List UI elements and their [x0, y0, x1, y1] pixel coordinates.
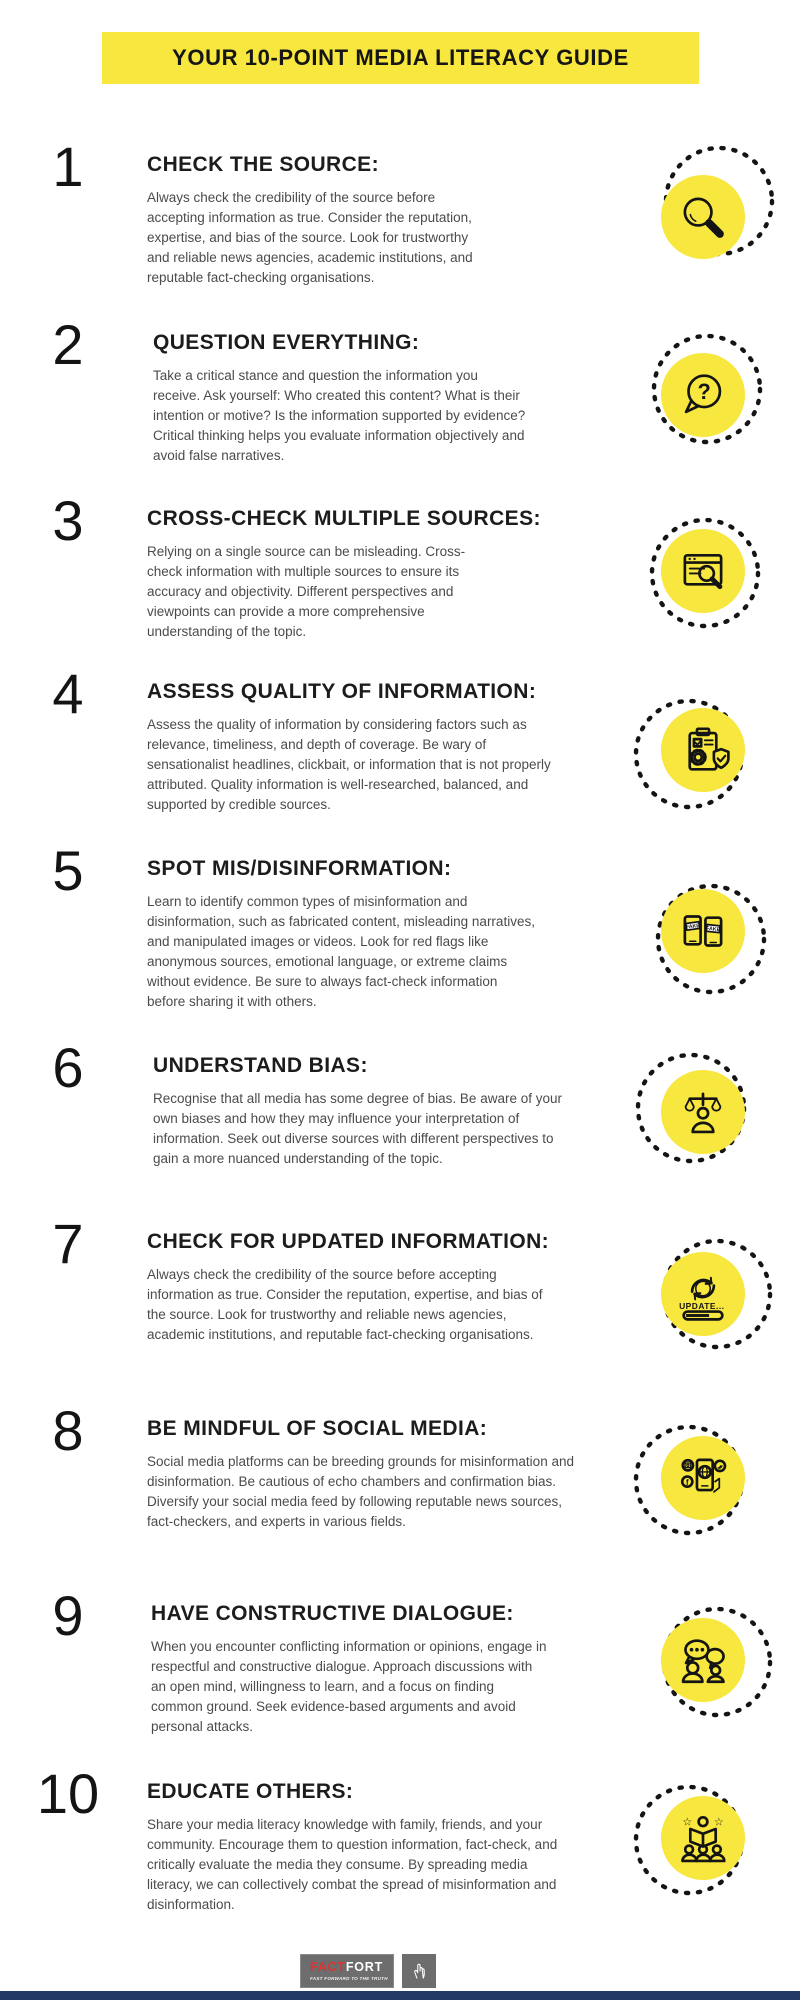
yellow-circle — [661, 708, 745, 792]
svg-text:UPDATE...: UPDATE... — [679, 1301, 725, 1312]
section-title: CHECK FOR UPDATED INFORMATION: — [147, 1230, 550, 1253]
yellow-circle — [661, 1436, 745, 1520]
svg-text:?: ? — [697, 379, 711, 405]
section-text — [151, 1602, 547, 1737]
section-text — [147, 1780, 575, 1915]
update-refresh-icon — [674, 1265, 732, 1323]
clipboard-check-icon — [674, 721, 732, 779]
section-body: Take a critical stance and question the information you receive. Ask yourself: Who created this content? What is their intention or motive? Is the information supported by evidence? Critical thinking helps you evaluate information objectively and avoid false narratives. — [153, 368, 526, 463]
section-number: 7 — [52, 1212, 84, 1275]
svg-text:FAKE: FAKE — [705, 925, 721, 934]
hand-cursor-icon — [409, 1961, 429, 1981]
section-title: SPOT MIS/DISINFORMATION: — [147, 857, 452, 880]
section-body: Recognise that all media has some degree of bias. Be aware of your own biases and how they may influence your interpretation of information. Seek out diverse sources with different perspectives to gain a more nuanced understanding of the topic. — [153, 1091, 562, 1166]
section-body: Share your media literacy knowledge with family, friends, and your community. Encourage them to question information, fact-check, and critically evaluate the media they consume. By spreading media literacy, we can collectively combat the spread of misinformation and disinformation. — [147, 1817, 558, 1912]
hand-cursor-box — [402, 1954, 436, 1988]
title-banner — [102, 32, 699, 84]
section-number: 3 — [52, 489, 84, 552]
section-body: Social media platforms can be breeding grounds for misinformation and disinformation. Be cautious of echo chambers and confirmation bias. Diversify your social media feed by following reputable news sources, fact-checkers, and experts in various fields. — [147, 1454, 574, 1529]
social-media-phone-icon — [674, 1449, 732, 1507]
svg-text:☆: ☆ — [713, 1816, 724, 1829]
section-body: Always check the credibility of the source before accepting information as true. Consider the reputation, expertise, and bias of the source. Look for trustworthy and reliable news agencies, academic institutions, and reputable fact-checking organisations. — [147, 1267, 543, 1342]
section-number: 8 — [52, 1399, 84, 1462]
section-number: 6 — [52, 1036, 84, 1099]
section-text — [147, 680, 567, 815]
brand-name — [310, 1961, 393, 1974]
section-title: HAVE CONSTRUCTIVE DIALOGUE: — [151, 1602, 514, 1625]
bias-scale-icon — [674, 1083, 732, 1141]
yellow-circle — [661, 1070, 745, 1154]
section-body: When you encounter conflicting information or opinions, engage in respectful and constructive dialogue. Approach discussions with an open mind, willingness to learn, and a focus on finding common ground. Seek evidence-based arguments and avoid personal attacks. — [151, 1639, 547, 1734]
section-text — [153, 331, 528, 466]
yellow-circle — [661, 1796, 745, 1880]
section-title: EDUCATE OTHERS: — [147, 1780, 354, 1803]
svg-text:f: f — [685, 1477, 689, 1488]
section-number: 10 — [36, 1762, 100, 1825]
section-text — [153, 1054, 581, 1169]
section-text — [147, 153, 492, 288]
page-title: YOUR 10-POINT MEDIA LITERACY GUIDE — [172, 45, 629, 70]
dialogue-people-icon — [674, 1631, 732, 1689]
yellow-circle — [661, 175, 745, 259]
section-text — [147, 507, 541, 642]
section-body: Relying on a single source can be misleading. Cross-check information with multiple sources to ensure its accuracy and objectivity. Different perspectives and viewpoints can provide a more comprehensive understanding of the topic. — [147, 544, 466, 639]
yellow-circle — [661, 1618, 745, 1702]
section-body: Learn to identify common types of misinformation and disinformation, such as fabricated content, misleading narratives, and manipulated images or videos. Look for red flags like anonymous sources, emotional language, or extreme claims without evidence. Be sure to always fact-check information before sharing it with others. — [147, 894, 535, 1009]
factfort-logo — [300, 1954, 394, 1988]
educate-group-icon — [674, 1809, 732, 1867]
section-body: Assess the quality of information by considering factors such as relevance, timeliness, and depth of coverage. Be wary of sensationalist headlines, clickbait, or information that is not properly attributed. Quality information is well-researched, balanced, and supported by credible sources. — [147, 717, 551, 812]
section-number: 5 — [52, 839, 84, 902]
brand-fact: FACT — [310, 1959, 346, 1974]
section-number: 1 — [52, 135, 84, 198]
svg-text:☆: ☆ — [682, 1816, 693, 1829]
section-number: 2 — [52, 313, 84, 376]
fake-news-phones-icon — [674, 902, 732, 960]
yellow-circle — [661, 529, 745, 613]
section-title: ASSESS QUALITY OF INFORMATION: — [147, 680, 537, 703]
section-title: QUESTION EVERYTHING: — [153, 331, 420, 354]
section-body: Always check the credibility of the source before accepting information as true. Consider the reputation, expertise, and bias of the source. Look for trustworthy and reliable news agencies, academic institutions, and reputable fact-checking organisations. — [147, 190, 473, 285]
yellow-circle — [661, 889, 745, 973]
section-title: CROSS-CHECK MULTIPLE SOURCES: — [147, 507, 541, 530]
section-number: 4 — [52, 662, 84, 725]
section-number: 9 — [52, 1584, 84, 1647]
brand-tagline: FAST FORWARD TO THE TRUTH — [310, 1976, 388, 1982]
yellow-circle — [661, 353, 745, 437]
section-title: UNDERSTAND BIAS: — [153, 1054, 368, 1077]
section-text — [147, 1230, 549, 1345]
section-title: BE MINDFUL OF SOCIAL MEDIA: — [147, 1417, 488, 1440]
brand-fort: FORT — [345, 1959, 384, 1974]
section-title: CHECK THE SOURCE: — [147, 153, 379, 176]
section-text — [147, 1417, 577, 1532]
question-bubble-icon — [674, 366, 732, 424]
magnifier-icon — [674, 188, 732, 246]
section-text — [147, 857, 539, 1012]
yellow-circle — [661, 1252, 745, 1336]
browser-search-icon — [674, 542, 732, 600]
bottom-bar — [0, 1991, 800, 2000]
svg-text:FAKE: FAKE — [685, 922, 701, 931]
